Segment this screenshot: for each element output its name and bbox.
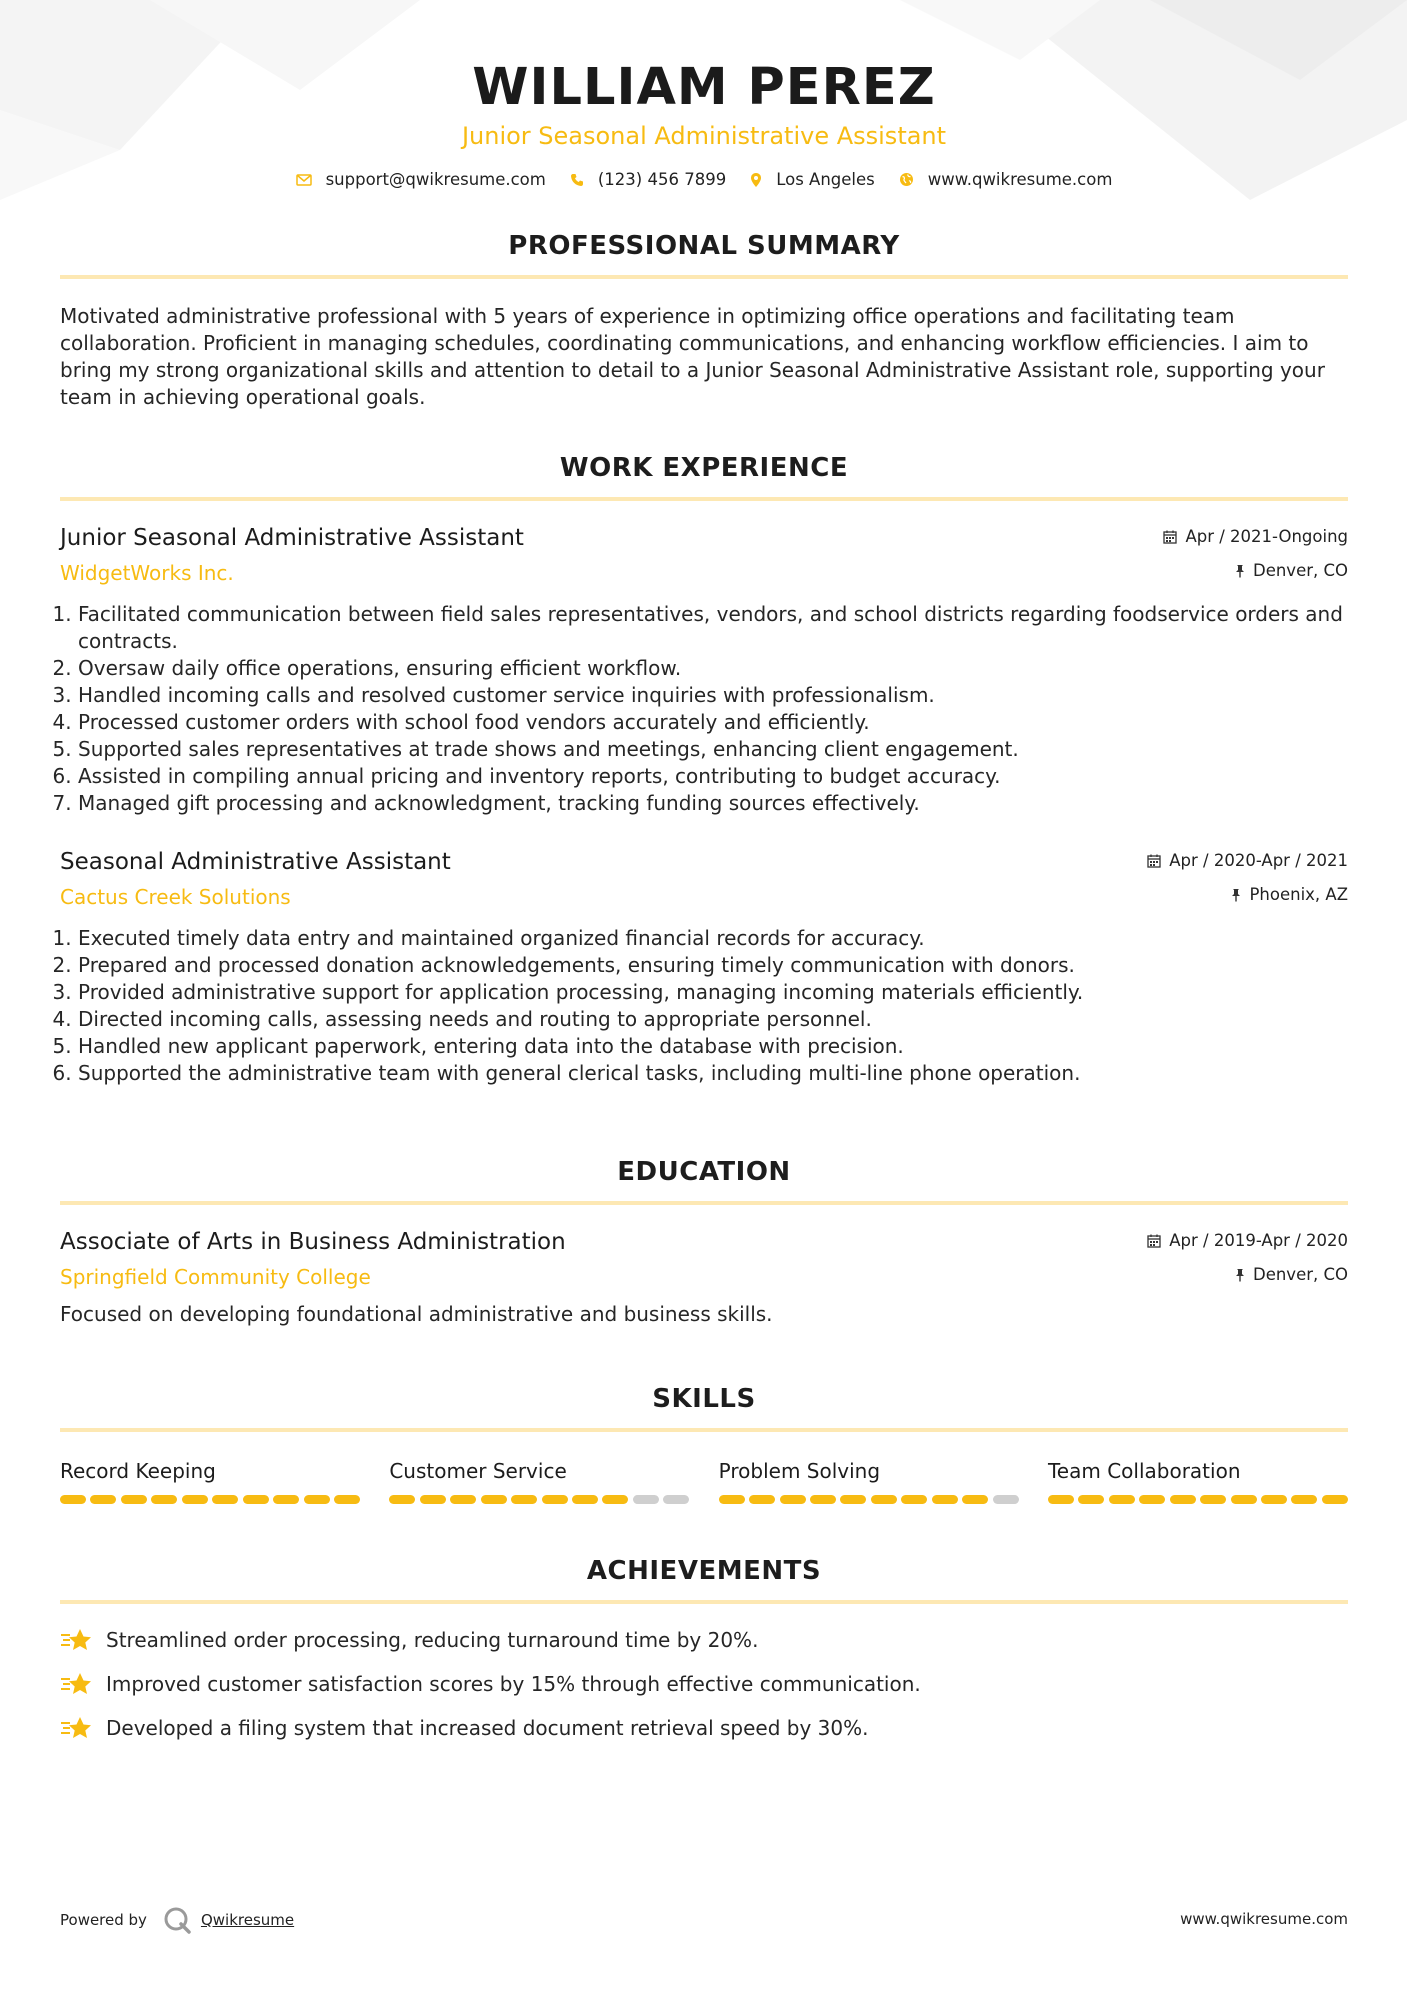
company-name: WidgetWorks Inc. [60, 561, 234, 585]
location-pin-icon [750, 172, 762, 188]
skill-segment-filled [932, 1495, 958, 1504]
job-entry [60, 523, 1348, 817]
job-dates [1147, 851, 1348, 870]
qwikresume-link[interactable]: Qwikresume [200, 1911, 295, 1929]
skill-segment-filled [511, 1495, 537, 1504]
education-heading: EDUCATION [617, 1157, 791, 1187]
skill-segment-filled [1170, 1495, 1196, 1504]
skill-segment-filled [1291, 1495, 1317, 1504]
skill-segment-empty [993, 1495, 1019, 1504]
job-title: Junior Seasonal Administrative Assistant [60, 525, 524, 551]
skill-segment-filled [810, 1495, 836, 1504]
contact-email[interactable] [296, 170, 546, 189]
skills-heading: SKILLS [652, 1384, 756, 1414]
contact-location-text: Los Angeles [776, 170, 875, 189]
skill-segment-filled [121, 1495, 147, 1504]
contact-location [750, 170, 875, 189]
candidate-name: WILLIAM PEREZ [472, 58, 936, 117]
skill-segment-filled [840, 1495, 866, 1504]
skill-item [389, 1458, 689, 1504]
duty-item: 3. Provided administrative support for application processing, managing incoming materials efficiently. [78, 979, 1348, 1006]
skill-segment-filled [212, 1495, 238, 1504]
job-location [1235, 561, 1348, 580]
skill-segment-filled [182, 1495, 208, 1504]
skill-name: Problem Solving [718, 1459, 881, 1483]
achievement-item [60, 1662, 1348, 1706]
skill-name: Customer Service [389, 1459, 567, 1483]
summary-heading: PROFESSIONAL SUMMARY [508, 231, 900, 261]
summary-divider [60, 275, 1348, 279]
skill-segment-filled [901, 1495, 927, 1504]
job-title: Seasonal Administrative Assistant [60, 849, 451, 875]
skill-level-bar [1048, 1495, 1348, 1504]
skill-segment-filled [1139, 1495, 1165, 1504]
skill-segment-filled [1200, 1495, 1226, 1504]
skill-segment-filled [450, 1495, 476, 1504]
skill-segment-filled [1322, 1495, 1348, 1504]
school-name: Springfield Community College [60, 1265, 371, 1289]
education-description: Focused on developing foundational administrative and business skills. [60, 1302, 773, 1326]
powered-by [60, 1906, 294, 1934]
contact-phone-text: (123) 456 7899 [597, 170, 727, 189]
duty-item: 2. Oversaw daily office operations, ensuring efficient workflow. [78, 655, 1348, 682]
pushpin-icon [1235, 564, 1245, 578]
job-location-text: Phoenix, AZ [1249, 885, 1348, 904]
skill-segment-filled [780, 1495, 806, 1504]
duty-item: 1. Facilitated communication between field sales representatives, vendors, and school districts regarding foodservice orders and contracts. [78, 601, 1348, 655]
skill-segment-filled [542, 1495, 568, 1504]
pushpin-icon [1235, 1268, 1245, 1282]
skill-segment-filled [243, 1495, 269, 1504]
duty-item: 5. Handled new applicant paperwork, entering data into the database with precision. [78, 1033, 1348, 1060]
candidate-role: Junior Seasonal Administrative Assistant [461, 122, 947, 150]
skills-section [60, 1382, 1348, 1504]
contact-email-text: support@qwikresume.com [325, 170, 546, 189]
phone-icon [570, 173, 584, 187]
qwikresume-logo-icon [163, 1906, 191, 1934]
education-location [1235, 1265, 1348, 1284]
duty-item: 6. Assisted in compiling annual pricing and inventory reports, contributing to budget accuracy. [78, 763, 1348, 790]
page-footer [60, 1898, 1348, 1934]
contact-bar [60, 170, 1348, 189]
achievement-text: Streamlined order processing, reducing turnaround time by 20%. [106, 1628, 759, 1652]
job-duties [60, 925, 1348, 1087]
skill-segment-filled [602, 1495, 628, 1504]
duty-item: 6. Supported the administrative team with general clerical tasks, including multi-line phone operation. [78, 1060, 1348, 1087]
skill-segment-filled [962, 1495, 988, 1504]
skill-segment-filled [1261, 1495, 1287, 1504]
resume-header [60, 0, 1348, 189]
achievement-text: Developed a filing system that increased document retrieval speed by 30%. [106, 1716, 869, 1740]
skill-segment-filled [1048, 1495, 1074, 1504]
education-section [60, 1155, 1348, 1328]
degree-title: Associate of Arts in Business Administration [60, 1229, 566, 1255]
powered-by-label: Powered by [60, 1911, 147, 1929]
achievements-divider [60, 1600, 1348, 1604]
contact-website-text: www.qwikresume.com [927, 170, 1113, 189]
summary-section [60, 229, 1348, 411]
shooting-star-icon [60, 1671, 92, 1697]
skill-segment-filled [1109, 1495, 1135, 1504]
experience-section [60, 451, 1348, 1087]
duty-item: 5. Supported sales representatives at trade shows and meetings, enhancing client engagement. [78, 736, 1348, 763]
contact-website[interactable] [899, 170, 1113, 189]
skill-segment-filled [1078, 1495, 1104, 1504]
contact-phone[interactable] [570, 170, 726, 189]
achievement-item [60, 1706, 1348, 1750]
skill-segment-filled [481, 1495, 507, 1504]
achievements-heading: ACHIEVEMENTS [586, 1556, 822, 1586]
calendar-icon [1163, 530, 1177, 544]
skills-divider [60, 1428, 1348, 1432]
job-dates-text: Apr / 2021-Ongoing [1185, 527, 1348, 546]
skill-segment-filled [420, 1495, 446, 1504]
experience-divider [60, 497, 1348, 501]
education-dates [1147, 1231, 1348, 1250]
skill-segment-filled [60, 1495, 86, 1504]
achievements-list [60, 1618, 1348, 1750]
resume-page [60, 0, 1348, 1750]
skill-segment-filled [151, 1495, 177, 1504]
envelope-icon [296, 174, 312, 186]
duty-item: 4. Directed incoming calls, assessing needs and routing to appropriate personnel. [78, 1006, 1348, 1033]
experience-heading: WORK EXPERIENCE [559, 453, 849, 483]
calendar-icon [1147, 854, 1161, 868]
job-dates-text: Apr / 2020-Apr / 2021 [1169, 851, 1348, 870]
job-entry [60, 847, 1348, 1087]
skill-segment-empty [633, 1495, 659, 1504]
skill-level-bar [719, 1495, 1019, 1504]
skill-segment-empty [663, 1495, 689, 1504]
skill-segment-filled [273, 1495, 299, 1504]
skill-segment-filled [389, 1495, 415, 1504]
skill-segment-filled [572, 1495, 598, 1504]
shooting-star-icon [60, 1627, 92, 1653]
achievement-text: Improved customer satisfaction scores by 15% through effective communication. [106, 1672, 921, 1696]
skill-segment-filled [90, 1495, 116, 1504]
company-name: Cactus Creek Solutions [60, 885, 291, 909]
job-dates [1163, 527, 1348, 546]
globe-icon [899, 172, 914, 187]
achievement-item [60, 1618, 1348, 1662]
skill-segment-filled [871, 1495, 897, 1504]
skill-name: Record Keeping [60, 1459, 216, 1483]
achievements-section [60, 1554, 1348, 1750]
skill-segment-filled [304, 1495, 330, 1504]
summary-text: Motivated administrative professional with 5 years of experience in optimizing office operations and facilitating team collaboration. Proficient in managing schedules, coordinating communications, and enhancing workflow efficiencies. I aim to bring my strong organizational skills and attention to detail to a Junior Seasonal Administrative Assistant role, supporting your team in achieving operational goals. [60, 304, 1325, 409]
job-location-text: Denver, CO [1252, 561, 1348, 580]
duty-item: 4. Processed customer orders with school food vendors accurately and efficiently. [78, 709, 1348, 736]
skill-item [60, 1458, 360, 1504]
education-dates-text: Apr / 2019-Apr / 2020 [1169, 1231, 1348, 1250]
footer-website-link[interactable]: www.qwikresume.com [1180, 1910, 1348, 1928]
skill-segment-filled [1231, 1495, 1257, 1504]
skill-segment-filled [719, 1495, 745, 1504]
skill-level-bar [389, 1495, 689, 1504]
pushpin-icon [1231, 888, 1241, 902]
skill-item [719, 1458, 1019, 1504]
duty-item: 1. Executed timely data entry and maintained organized financial records for accuracy. [78, 925, 1348, 952]
calendar-icon [1147, 1234, 1161, 1248]
education-location-text: Denver, CO [1252, 1265, 1348, 1284]
duty-item: 7. Managed gift processing and acknowledgment, tracking funding sources effectively. [78, 790, 1348, 817]
skill-segment-filled [749, 1495, 775, 1504]
skill-segment-filled [334, 1495, 360, 1504]
education-entry [60, 1227, 1348, 1328]
skill-level-bar [60, 1495, 360, 1504]
skill-item [1048, 1458, 1348, 1504]
skill-name: Team Collaboration [1047, 1459, 1241, 1483]
shooting-star-icon [60, 1715, 92, 1741]
duty-item: 2. Prepared and processed donation acknowledgements, ensuring timely communication with donors. [78, 952, 1348, 979]
skills-list [60, 1458, 1348, 1504]
education-divider [60, 1201, 1348, 1205]
job-location [1231, 885, 1348, 904]
duty-item: 3. Handled incoming calls and resolved customer service inquiries with professionalism. [78, 682, 1348, 709]
job-duties [60, 601, 1348, 817]
